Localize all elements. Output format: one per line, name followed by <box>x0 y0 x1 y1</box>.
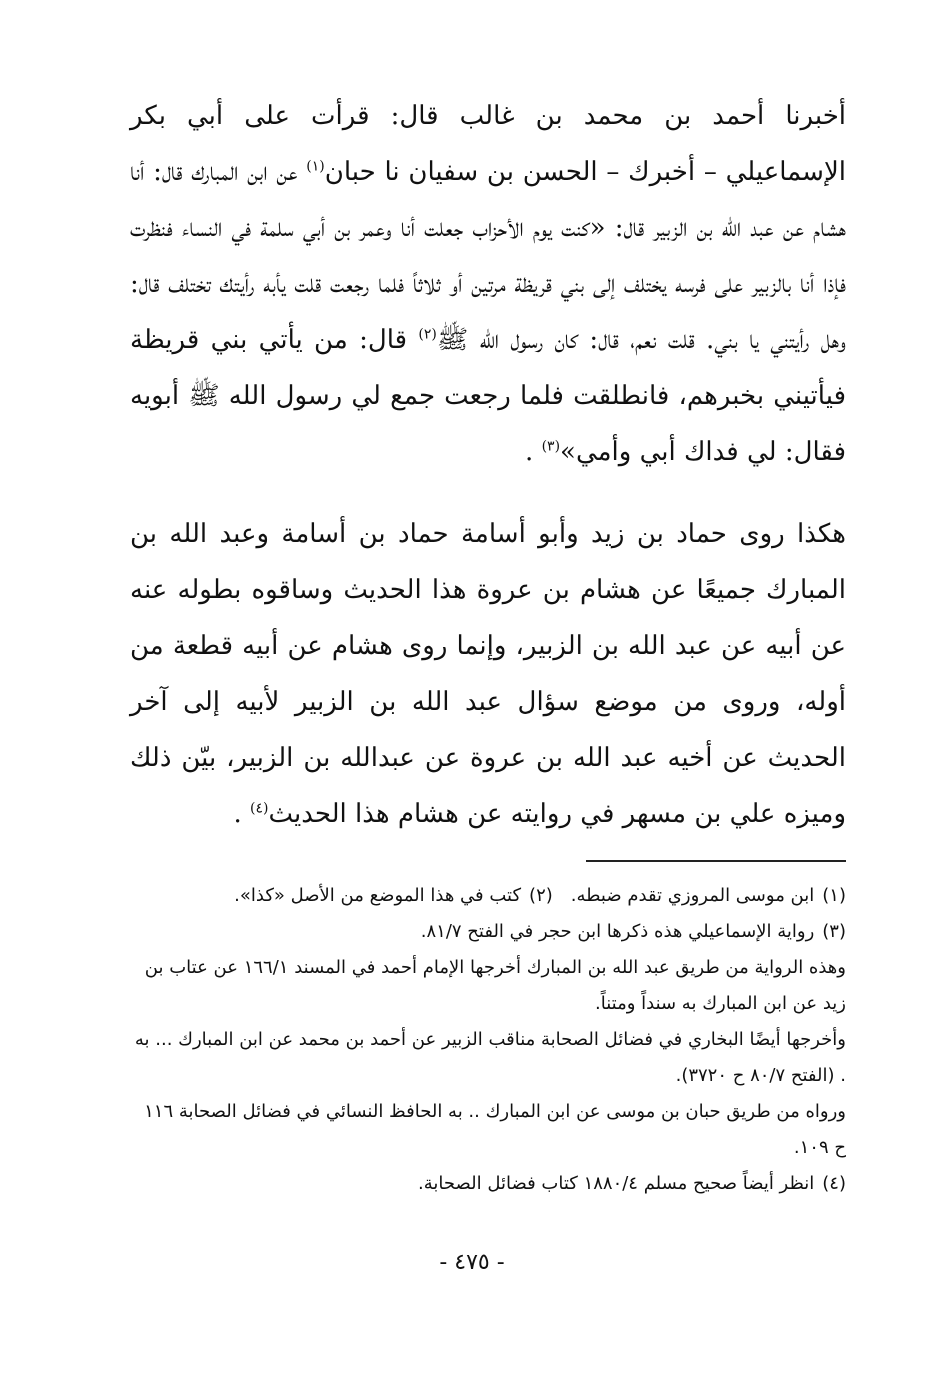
paragraph-1-text-1: أخبرنا أحمد بن محمد بن غالب قال: قرأت على أبي بكر الإسماعيلي – أخبرك – الحسن بن سفيان نا حبان <box>130 101 847 187</box>
footnote-3-paragraph-3: وأخرجها أيضًا البخاري في فضائل الصحابة مناقب الزبير عن أحمد بن محمد عن ابن المبارك ... به . (الفتح ٨٠/٧ ح ٣٧٢٠). <box>134 1029 846 1086</box>
main-text <box>130 88 846 842</box>
footnote-3-text: رواية الإسماعيلي هذه ذكرها ابن حجر في الفتح ٨١/٧. <box>420 921 815 942</box>
paragraph-1-text-2: عن ابن المبارك قال: أنا هشام عن عبد الله بن الزبير قال: «كنت يوم الأحزاب جعلت أنا وعمر بن أبي سلمة في النساء فنظرت فإذا أنا بالزبير على فرسه يختلف إلى بني قريظة مرتين أو ثلاثاً فلما رجعت قلت يأبه رأيتك تختلف قال: وهل رأيتني يا بني. قلت نعم، قال: كان رسول الله ﷺ <box>130 157 846 355</box>
footnote-4-text: انظر أيضاً صحيح مسلم ١٨٨٠/٤ كتاب فضائل الصحابة. <box>418 1173 815 1194</box>
footnotes <box>130 878 846 1202</box>
paragraph-2 <box>130 506 846 842</box>
footnote-1-number: (١) <box>822 885 846 906</box>
footnote-3-number: (٣) <box>822 921 846 942</box>
footnote-3-paragraph-4: ورواه من طريق حبان بن موسى عن ابن المبارك .. به الحافظ النسائي في فضائل الصحابة ١١٦ ح ١٠٩. <box>144 1101 846 1158</box>
footnote-ref-2: (٢) <box>418 326 437 343</box>
footnote-ref-1: (١) <box>306 158 325 175</box>
footnote-2-text: كتب في هذا الموضع من الأصل «كذا». <box>234 885 522 906</box>
paragraph-1-text-3: قال: من يأتي بني قريظة فيأتيني بخبرهم، فانطلقت فلما رجعت جمع لي رسول الله ﷺ أبويه فقال: لي فداك أبي وأمي» <box>130 325 846 467</box>
footnote-1-2 <box>130 878 846 914</box>
paragraph-1 <box>130 88 846 480</box>
paragraph-2-text-2: . <box>233 799 250 829</box>
footnote-1-text: ابن موسى المروزي تقدم ضبطه. <box>570 885 815 906</box>
page-number: - ٤٧٥ - <box>439 1250 505 1275</box>
footnote-4 <box>130 1166 846 1202</box>
footnote-2-number: (٢) <box>529 885 553 906</box>
footnote-separator <box>586 860 846 862</box>
body-text <box>130 88 846 842</box>
paragraph-2-text-1: هكذا روى حماد بن زيد وأبو أسامة حماد بن أسامة وعبد الله بن المبارك جميعًا عن هشام بن عروة هذا الحديث وساقوه بطوله عنه عن أبيه عن عبد الله بن الزبير، وإنما روى هشام عن أبيه قطعة من أوله، وروى من موضع سؤال عبد الله بن الزبير لأبيه إلى آخر الحديث عن أخيه عبد الله بن عروة عن عبدالله بن الزبير، بيّن ذلك وميزه علي بن مسهر في روايته عن هشام هذا الحديث <box>130 519 846 829</box>
paragraph-1-text-4: . <box>525 437 542 467</box>
footnote-ref-3: (٣) <box>541 438 561 455</box>
footnote-ref-4: (٤) <box>249 800 269 817</box>
footnote-4-number: (٤) <box>822 1173 846 1194</box>
footnote-3 <box>130 914 846 950</box>
footnote-3-paragraph-2: وهذه الرواية من طريق عبد الله بن المبارك أخرجها الإمام أحمد في المسند ١٦٦/١ عن عتاب بن زيد عن ابن المبارك به سنداً ومتناً. <box>144 957 846 1014</box>
